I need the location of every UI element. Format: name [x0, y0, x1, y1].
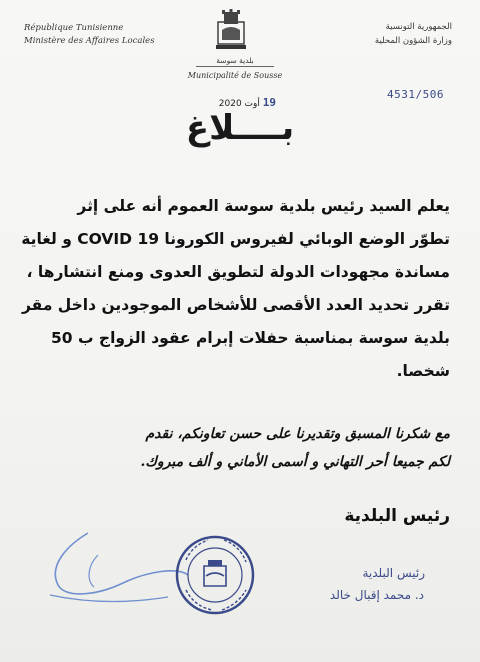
closing-text	[30, 420, 450, 476]
stamp-role: رئيس البلدية	[362, 566, 425, 580]
closing-line: مع شكرنا المسبق وتقديرنا على حسن تعاونكم، نقدم	[145, 426, 450, 442]
body-line: مساندة مجهودات الدولة لتطويق العدوى ومنع انتشارها ،	[26, 263, 450, 281]
reference-number: 4531/506	[387, 88, 444, 101]
body-line: تطوّر الوضع الوبائي لفيروس الكورونا COVID 19 و لغاية	[21, 230, 450, 248]
body-line: بلدية سوسة بمناسبة حفلات إبرام عقود الزواج ب 50	[50, 329, 450, 347]
stamp-name: د. محمد إقبال خالد	[329, 588, 424, 602]
municipality-name-ar: بلدية سوسة	[216, 56, 254, 65]
header-fr-ministry: Ministère des Affaires Locales	[24, 36, 155, 46]
document-title: بــــلاغ	[185, 108, 295, 148]
date-year: 2020	[218, 99, 242, 109]
date-day: 19	[262, 96, 276, 109]
date-month: أوت	[244, 99, 260, 109]
header-ar-ministry: وزارة الشؤون المحلية	[374, 36, 452, 46]
official-stamp-seal	[172, 532, 258, 618]
announcement-body	[21, 190, 450, 388]
divider	[196, 66, 274, 67]
header-french	[24, 22, 174, 48]
municipality-name-fr: Municipalité de Sousse	[187, 71, 283, 80]
header-fr-country: République Tunisienne	[24, 23, 124, 33]
header-ar-country: الجمهورية التونسية	[385, 22, 452, 32]
header-arabic	[332, 20, 452, 48]
signatory-title: رئيس البلدية	[344, 506, 450, 526]
closing-line: لكم جميعا أحر التهاني و أسمى الأماني و ألف مبروك.	[140, 454, 450, 470]
municipality-emblem-icon	[210, 8, 252, 52]
body-line: تقرر تحديد العدد الأقصى للأشخاص الموجودين داخل مقر	[22, 296, 450, 314]
body-line: شخصا.	[396, 362, 450, 380]
body-line: يعلم السيد رئيس بلدية سوسة العموم أنه على إثر	[77, 197, 450, 215]
